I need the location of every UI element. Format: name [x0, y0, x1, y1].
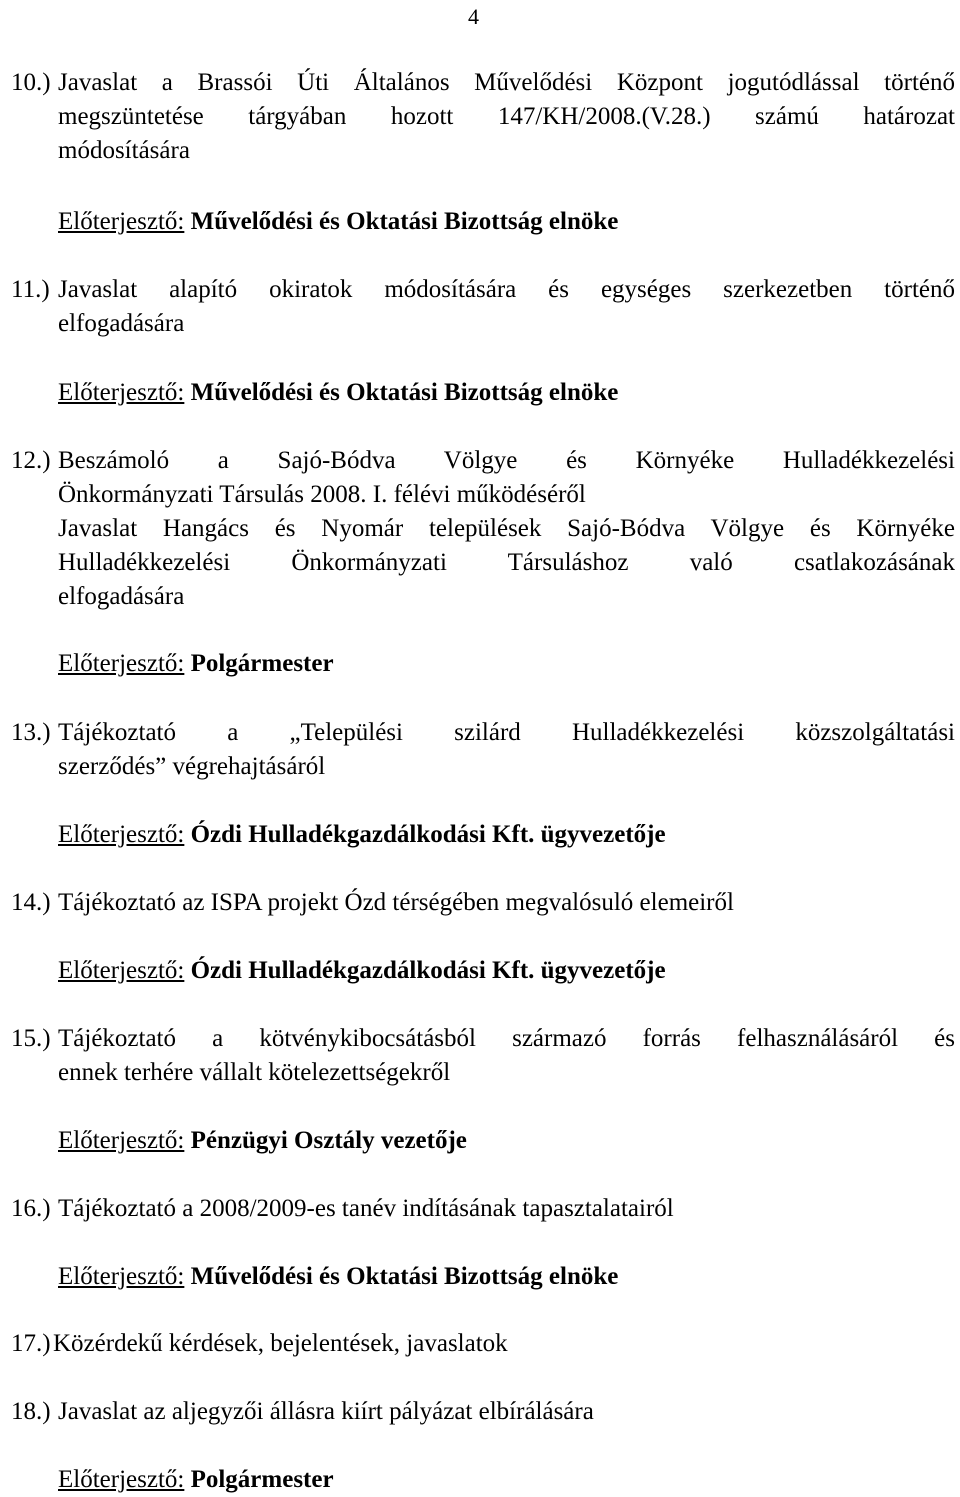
item-number: 10.) — [11, 69, 51, 96]
presenter-line — [58, 1463, 334, 1497]
presenter-label: Előterjesztő: — [58, 1263, 185, 1290]
presenter-label: Előterjesztő: — [58, 208, 185, 235]
presenter-name: Ózdi Hulladékgazdálkodási Kft. ügyvezetője — [190, 957, 666, 984]
item-text-line: szerződés” végrehajtásáról — [58, 753, 326, 780]
presenter-line — [58, 205, 618, 239]
presenter-label: Előterjesztő: — [58, 821, 185, 848]
item-number: 13.) — [11, 719, 51, 746]
presenter-line — [58, 376, 618, 410]
item-text-line: Tájékoztató a „Települési szilárd Hulladékkezelési közszolgáltatási — [58, 719, 955, 746]
presenter-name: Polgármester — [190, 1466, 334, 1493]
presenter-name: Művelődési és Oktatási Bizottság elnöke — [190, 1263, 619, 1290]
presenter-name: Művelődési és Oktatási Bizottság elnöke — [190, 208, 619, 235]
item-text-line: Javaslat Hangács és Nyomár települések Sajó-Bódva Völgye és Környéke — [58, 515, 955, 542]
item-number: 11.) — [11, 276, 50, 303]
presenter-line — [58, 647, 334, 681]
agenda-item-17 — [11, 1327, 955, 1361]
presenter-line — [58, 954, 666, 988]
item-text-line: Beszámoló a Sajó-Bódva Völgye és Környéke Hulladékkezelési — [58, 447, 955, 474]
item-text-line: ennek terhére vállalt kötelezettségekről — [58, 1059, 451, 1086]
presenter-name: Polgármester — [190, 650, 334, 677]
item-text-line: Tájékoztató a kötvénykibocsátásból származó forrás felhasználásáról és — [58, 1025, 955, 1052]
item-text-line: Javaslat alapító okiratok módosítására és egységes szerkezetben történő — [58, 276, 955, 303]
item-number: 17.) — [11, 1330, 51, 1357]
presenter-line — [58, 818, 666, 852]
page-number: 4 — [468, 4, 479, 29]
agenda-item-18 — [11, 1395, 955, 1429]
agenda-item-14 — [11, 886, 955, 920]
item-text-line: elfogadására — [58, 583, 185, 610]
item-text-line: Javaslat a Brassói Úti Általános Művelődési Központ jogutódlással történő — [58, 69, 955, 96]
item-number: 15.) — [11, 1025, 51, 1052]
item-text-line: megszüntetése tárgyában hozott 147/KH/2008.(V.28.) számú határozat — [58, 103, 955, 130]
presenter-label: Előterjesztő: — [58, 1466, 185, 1493]
presenter-name: Ózdi Hulladékgazdálkodási Kft. ügyvezetője — [190, 821, 666, 848]
item-text-line: Javaslat az aljegyzői állásra kiírt pályázat elbírálására — [58, 1398, 594, 1425]
item-text-line: Önkormányzati Társulás 2008. I. félévi működéséről — [58, 481, 586, 508]
item-text-line: Hulladékkezelési Önkormányzati Társuláshoz való csatlakozásának — [58, 549, 955, 576]
presenter-label: Előterjesztő: — [58, 379, 185, 406]
item-number: 18.) — [11, 1398, 51, 1425]
item-text-line: elfogadására — [58, 310, 185, 337]
item-text-line: Tájékoztató az ISPA projekt Ózd térségében megvalósuló elemeiről — [58, 889, 734, 916]
presenter-name: Művelődési és Oktatási Bizottság elnöke — [190, 379, 619, 406]
presenter-name: Pénzügyi Osztály vezetője — [190, 1127, 467, 1154]
presenter-line — [58, 1124, 467, 1158]
presenter-line — [58, 1260, 618, 1294]
item-text-line: Tájékoztató a 2008/2009-es tanév indításának tapasztalatairól — [58, 1195, 674, 1222]
agenda-item-10 — [11, 66, 955, 168]
agenda-item-15 — [11, 1022, 955, 1090]
agenda-item-11 — [11, 273, 955, 341]
agenda-item-16 — [11, 1192, 955, 1226]
item-number: 16.) — [11, 1195, 51, 1222]
item-number: 14.) — [11, 889, 51, 916]
item-text-line: Közérdekű kérdések, bejelentések, javaslatok — [53, 1330, 508, 1357]
presenter-label: Előterjesztő: — [58, 957, 185, 984]
agenda-item-12 — [11, 444, 955, 614]
agenda-item-13 — [11, 716, 955, 784]
presenter-label: Előterjesztő: — [58, 1127, 185, 1154]
item-text-line: módosítására — [58, 137, 190, 164]
item-number: 12.) — [11, 447, 51, 474]
presenter-label: Előterjesztő: — [58, 650, 185, 677]
